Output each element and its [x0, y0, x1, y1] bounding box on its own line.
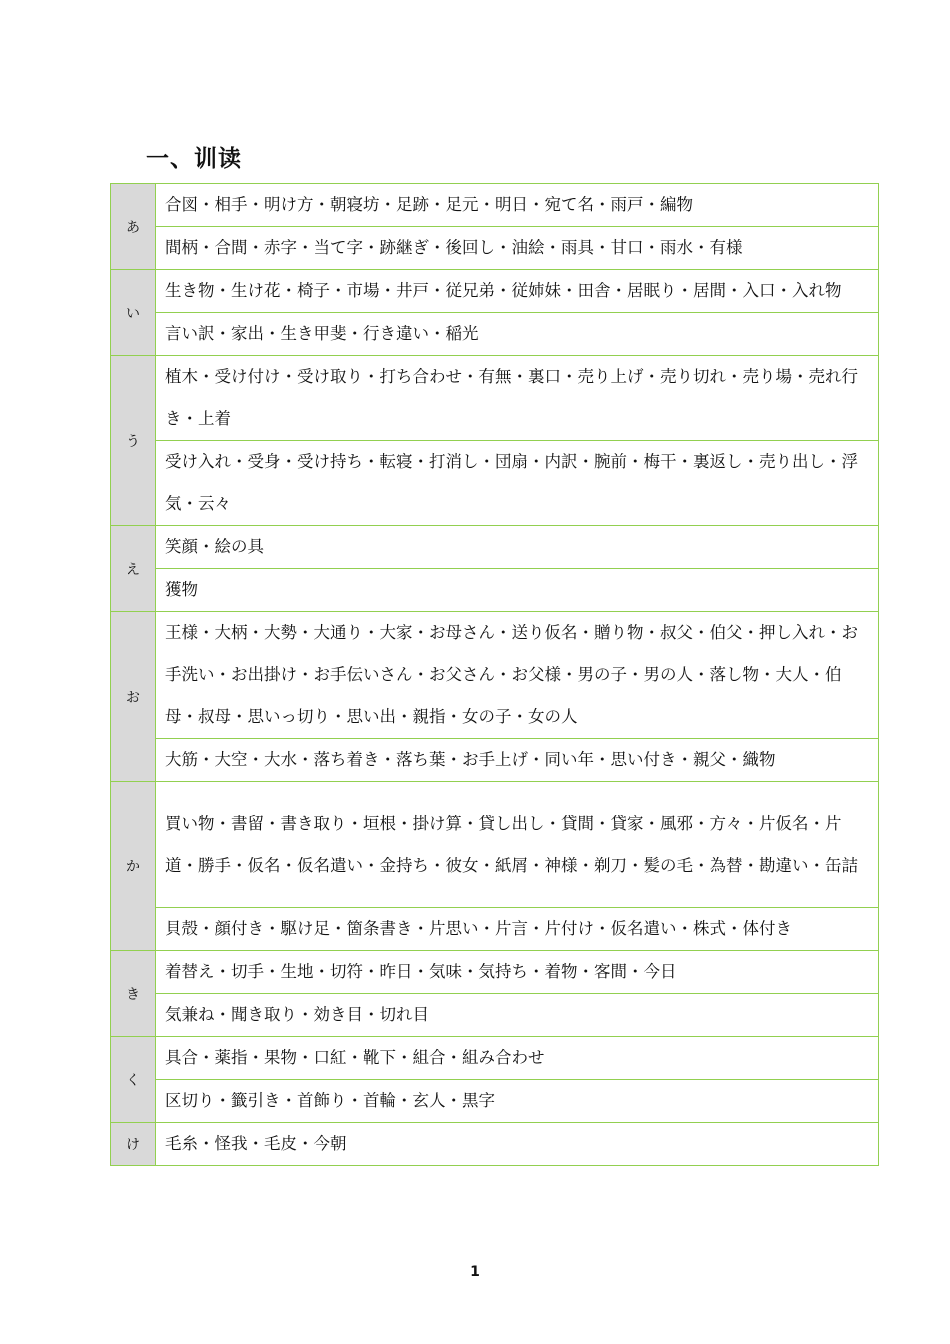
- word-list: 言い訳・家出・生き甲斐・行き違い・稲光: [156, 313, 879, 356]
- word-list: 獲物: [156, 569, 879, 612]
- kana-heading-ke: け: [111, 1123, 156, 1166]
- table-row: [111, 1037, 879, 1080]
- table-row: [111, 1080, 879, 1123]
- section-title: 一、训读: [146, 146, 242, 172]
- word-list: 着替え・切手・生地・切符・昨日・気味・気持ち・着物・客間・今日: [156, 951, 879, 994]
- table-row: [111, 569, 879, 612]
- table-row: [111, 526, 879, 569]
- word-list: 具合・薬指・果物・口紅・靴下・組合・組み合わせ: [156, 1037, 879, 1080]
- word-list: 大筋・大空・大水・落ち着き・落ち葉・お手上げ・同い年・思い付き・親父・織物: [156, 739, 879, 782]
- table-row: [111, 739, 879, 782]
- word-list: 間柄・合間・赤字・当て字・跡継ぎ・後回し・油絵・雨具・甘口・雨水・有様: [156, 227, 879, 270]
- kana-heading-ku: く: [111, 1037, 156, 1123]
- table-row: [111, 612, 879, 739]
- table-row: [111, 441, 879, 526]
- table-row: [111, 951, 879, 994]
- word-list: 受け入れ・受身・受け持ち・転寝・打消し・団扇・内訳・腕前・梅干・裏返し・売り出し・浮気・云々: [156, 441, 879, 526]
- page-number: 1: [470, 1264, 480, 1280]
- table-row: [111, 356, 879, 441]
- kana-heading-ki: き: [111, 951, 156, 1037]
- table-row: [111, 313, 879, 356]
- table-row: [111, 270, 879, 313]
- word-list: 貝殻・顔付き・駆け足・箇条書き・片思い・片言・片付け・仮名遣い・株式・体付き: [156, 908, 879, 951]
- table-row: [111, 782, 879, 908]
- table-row: [111, 908, 879, 951]
- word-list: 王様・大柄・大勢・大通り・大家・お母さん・送り仮名・贈り物・叔父・伯父・押し入れ・お手洗い・お出掛け・お手伝いさん・お父さん・お父様・男の子・男の人・落し物・大人・伯母・叔母・思いっ切り・思い出・親指・女の子・女の人: [156, 612, 879, 739]
- word-list: 区切り・籤引き・首飾り・首輪・玄人・黒字: [156, 1080, 879, 1123]
- word-list: 笑顔・絵の具: [156, 526, 879, 569]
- kana-heading-e: え: [111, 526, 156, 612]
- word-list: 植木・受け付け・受け取り・打ち合わせ・有無・裏口・売り上げ・売り切れ・売り場・売れ行き・上着: [156, 356, 879, 441]
- kana-heading-o: お: [111, 612, 156, 782]
- word-list: 気兼ね・聞き取り・効き目・切れ目: [156, 994, 879, 1037]
- word-list: 毛糸・怪我・毛皮・今朝: [156, 1123, 879, 1166]
- table-row: [111, 1123, 879, 1166]
- vocabulary-table: [110, 183, 879, 1166]
- table-row: [111, 184, 879, 227]
- kana-heading-i: い: [111, 270, 156, 356]
- table-row: [111, 227, 879, 270]
- word-list: 生き物・生け花・椅子・市場・井戸・従兄弟・従姉妹・田舎・居眠り・居間・入口・入れ物: [156, 270, 879, 313]
- word-list: 合図・相手・明け方・朝寝坊・足跡・足元・明日・宛て名・雨戸・編物: [156, 184, 879, 227]
- kana-heading-u: う: [111, 356, 156, 526]
- kana-heading-a: あ: [111, 184, 156, 270]
- kana-heading-ka: か: [111, 782, 156, 951]
- table-row: [111, 994, 879, 1037]
- word-list: 買い物・書留・書き取り・垣根・掛け算・貸し出し・貸間・貸家・風邪・方々・片仮名・片道・勝手・仮名・仮名遣い・金持ち・彼女・紙屑・神様・剃刀・髪の毛・為替・勘違い・缶詰: [156, 782, 879, 908]
